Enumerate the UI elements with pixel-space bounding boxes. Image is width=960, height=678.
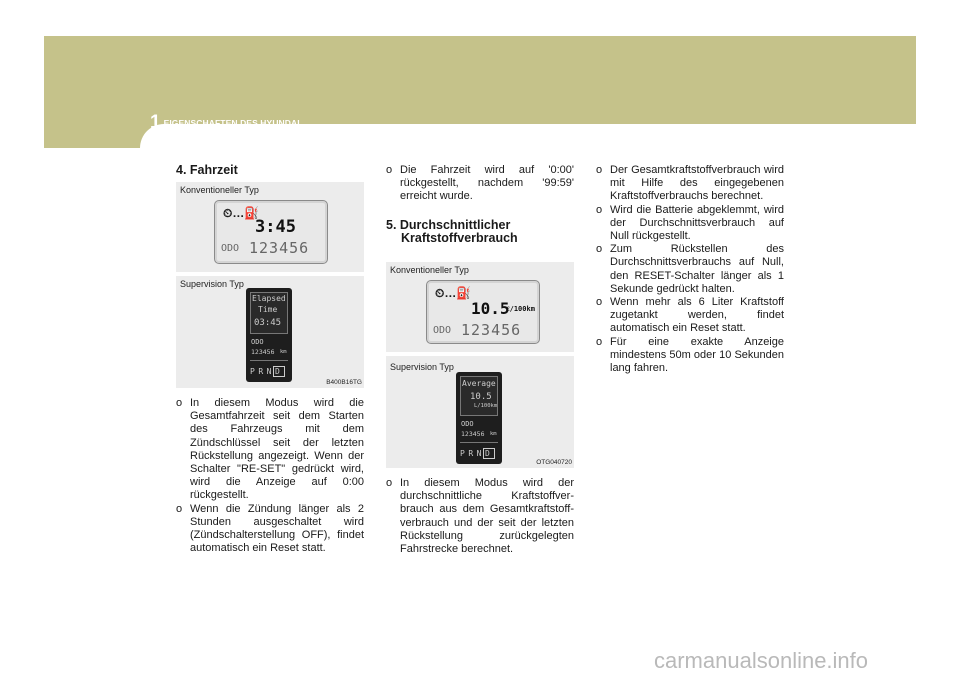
bullet-item: o Zum Rückstellen des Durchschnittsverbrauchs auf Null, den RESET-Schalter länger als 1 Sekunde gedrückt halten. — [596, 243, 784, 295]
panel-caption: Konventioneller Typ — [180, 185, 259, 195]
sup-line2: Time — [258, 305, 278, 314]
lcd-time: 3:45 — [255, 217, 296, 237]
bullet-marker: o — [596, 203, 603, 216]
sup-line1: Average — [462, 379, 496, 388]
bullet-marker: o — [596, 296, 603, 309]
lcd-odo-value: 123456 — [461, 321, 522, 339]
gear-prn: PRN — [460, 449, 485, 458]
bullet-item: o Für eine exakte Anzeige mindestens 50m oder 10 Sekunden lang fahren. — [596, 335, 784, 375]
sup-unit: L/100km — [474, 403, 498, 409]
sup-divider — [460, 442, 498, 443]
column-1-text — [176, 397, 364, 555]
bullet-marker: o — [596, 335, 603, 348]
bullet-marker: o — [386, 477, 393, 489]
sup-gear-indicator — [250, 366, 285, 377]
panel-caption: Supervision Typ — [180, 279, 244, 289]
figure-code: OTG040720 — [536, 459, 572, 466]
bullet-item: o Wenn mehr als 6 Liter Kraftstoff zugetankt werden, findet automatisch ein Reset statt. — [596, 296, 784, 335]
lcd-unit: ℓ/100km — [507, 305, 535, 313]
lcd-display-conventional — [426, 280, 540, 344]
chapter-number: 1 — [150, 112, 161, 133]
column-1 — [176, 164, 364, 177]
bullet-item: o Der Gesamtkraftstoffverbrauch wird mit Hilfe des eingegebenen Kraftstoffverbrauchs berechnet. — [596, 164, 784, 203]
gear-prn: PRN — [250, 367, 275, 376]
sup-km: km — [280, 349, 287, 355]
gear-selected: D — [274, 367, 284, 376]
column-2-text — [386, 477, 574, 556]
sup-consumption: 10.5 — [470, 392, 492, 402]
sup-odo-label: ODO — [251, 338, 264, 346]
fuel-icon: ⏲…⛽ — [435, 286, 472, 300]
clock-fuel-icon: ⏲…⛽ — [223, 206, 260, 220]
section-heading-verbrauch: 5. Durchschnittlicher Kraftstoffverbrauch — [386, 217, 518, 245]
bullet-item: o In diesem Modus wird die Gesamtfahrzeit seit dem Starten des Fahrzeugs mit dem Zündschlüssel seit der letzten Rückstellung angezeigt. Wenn der Schalter "RE-SET" gedrückt wird, wird die Anzeige auf 0:00 rückgestellt. — [176, 397, 364, 502]
sup-divider — [250, 360, 288, 361]
bullet-item: o In diesem Modus wird der durchschnittliche Kraftstoffver-brauch aus dem Gesamtkraftstoff-verbrauch und der seit der letzten Rückstellung zurückgelegten Fahrstrecke berechnet. — [386, 477, 574, 556]
sup-km: km — [490, 431, 497, 437]
sup-odo-label: ODO — [461, 420, 474, 428]
page-number: 84 — [150, 141, 163, 153]
figure-panel-conventional-fuel — [386, 262, 574, 352]
chapter-title — [150, 112, 300, 134]
figure-panel-supervision-time — [176, 276, 364, 388]
bullet-item: o Wenn die Zündung länger als 2 Stunden ausgeschaltet wird (Zündschalterstellung OFF), findet automatisch ein Reset statt. — [176, 502, 364, 555]
column-2 — [386, 164, 574, 245]
sup-odo-value: 123456 — [461, 430, 485, 438]
figure-code: B400B16TG — [326, 379, 362, 386]
sup-odo-value: 123456 — [251, 348, 275, 356]
bullet-marker: o — [386, 164, 393, 176]
bullet-marker: o — [596, 243, 603, 256]
bullet-marker: o — [596, 164, 603, 176]
lcd-odo-label: ODO — [221, 243, 240, 254]
sup-gear-indicator — [460, 448, 495, 459]
bullet-marker: o — [176, 502, 183, 515]
panel-caption: Konventioneller Typ — [390, 265, 469, 275]
figure-panel-supervision-fuel — [386, 356, 574, 468]
gear-selected: D — [484, 449, 494, 458]
lcd-consumption: 10.5 — [471, 299, 510, 318]
bullet-item: o Die Fahrzeit wird auf '0:00' rückgestellt, nachdem '99:59' erreicht wurde. — [386, 164, 574, 203]
column-3 — [596, 164, 784, 375]
supervision-display — [456, 372, 502, 464]
panel-caption: Supervision Typ — [390, 362, 454, 372]
watermark: carmanualsonline.info — [654, 648, 869, 673]
supervision-display — [246, 288, 292, 382]
figure-panel-conventional-time — [176, 182, 364, 272]
chapter-name: EIGENSCHAFTEN DES HYUNDAI — [163, 118, 300, 128]
bullet-marker: o — [176, 397, 183, 409]
lcd-display-conventional — [214, 200, 328, 264]
section-heading-fahrzeit: 4. Fahrzeit — [176, 163, 238, 177]
bullet-item: o Wird die Batterie abgeklemmt, wird der Durchschnittsverbrauch auf Null rückgestellt. — [596, 203, 784, 243]
lcd-odo-value: 123456 — [249, 239, 310, 257]
sup-time: 03:45 — [254, 318, 282, 328]
lcd-odo-label: ODO — [433, 325, 452, 336]
sup-line1: Elapsed — [252, 294, 286, 303]
